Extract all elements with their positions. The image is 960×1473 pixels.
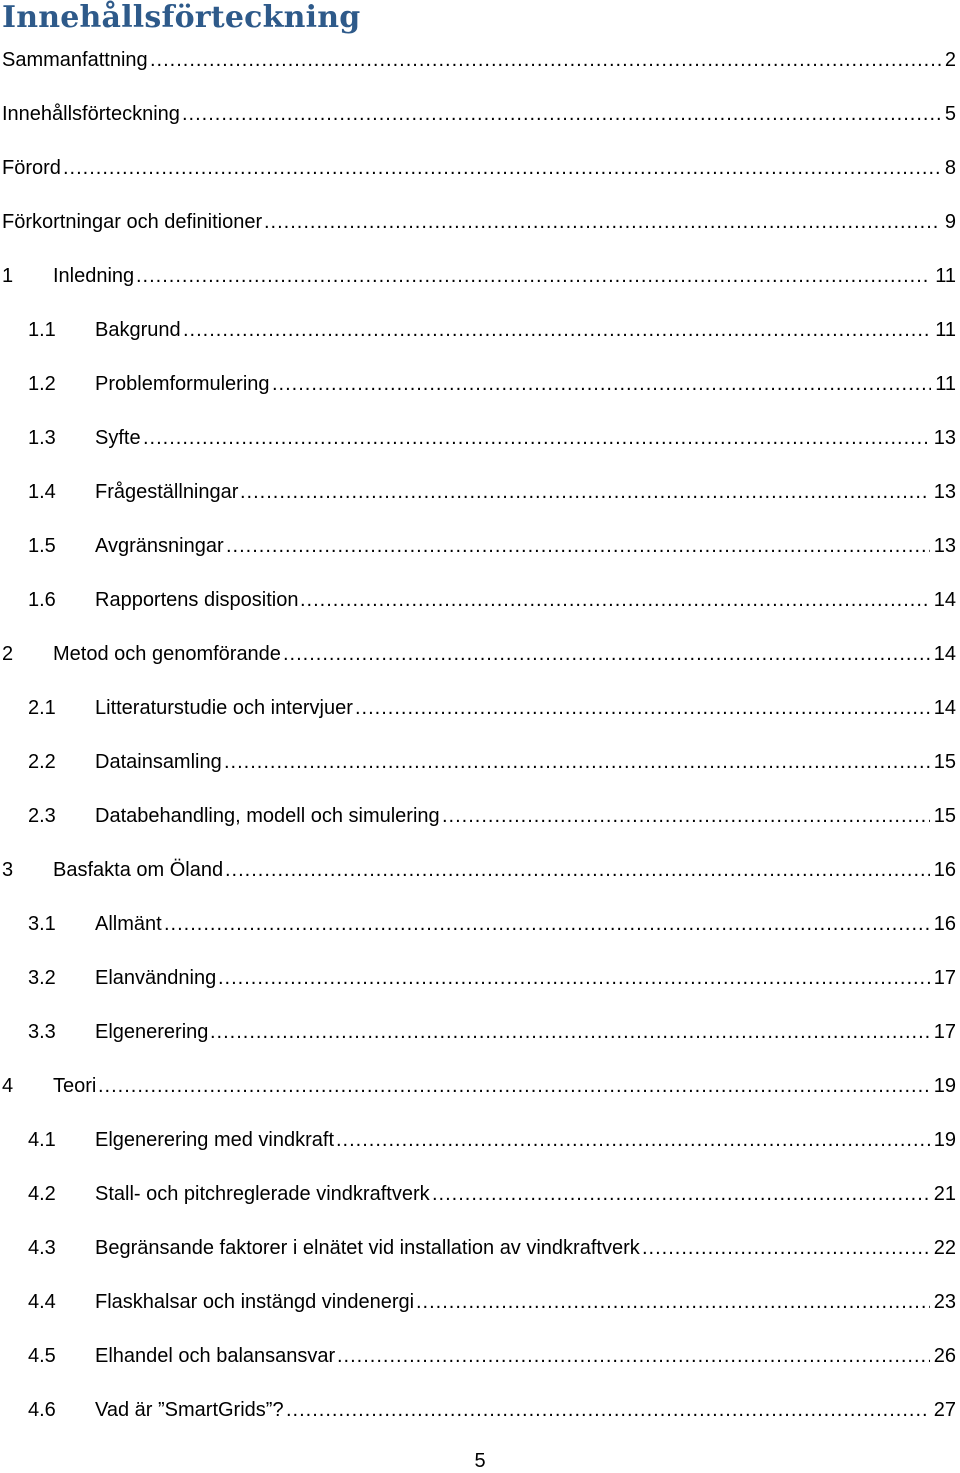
toc-dot-leader bbox=[300, 588, 930, 612]
toc-entry-label: Förord bbox=[2, 157, 61, 179]
toc-dot-leader bbox=[224, 750, 930, 774]
toc-dot-leader bbox=[218, 966, 930, 990]
toc-entry[interactable] bbox=[0, 1174, 960, 1228]
toc-dot-leader bbox=[182, 102, 941, 126]
toc-entry-page: 8 bbox=[941, 156, 956, 180]
toc-entry-page: 2 bbox=[941, 48, 956, 72]
toc-entry-page: 21 bbox=[930, 1182, 956, 1206]
toc-dot-leader bbox=[336, 1128, 930, 1152]
toc-entry[interactable] bbox=[0, 742, 960, 796]
toc-entry-label: Elhandel och balansansvar bbox=[95, 1345, 336, 1367]
toc-entry-page: 16 bbox=[930, 912, 956, 936]
toc-dot-leader bbox=[226, 534, 930, 558]
toc-entry-page: 23 bbox=[930, 1290, 956, 1314]
toc-entry-label: Inledning bbox=[53, 265, 135, 287]
toc-dot-leader bbox=[136, 264, 931, 288]
toc-dot-leader bbox=[240, 480, 930, 504]
toc-entry[interactable] bbox=[0, 40, 960, 94]
toc-entry-label: Vad är ”SmartGrids”? bbox=[95, 1399, 284, 1421]
toc-entry-number: 1.4 bbox=[28, 481, 56, 503]
toc-entry-number: 1.5 bbox=[28, 535, 56, 557]
toc-entry-label: Flaskhalsar och instängd vindenergi bbox=[95, 1291, 415, 1313]
toc-entry[interactable] bbox=[0, 94, 960, 148]
toc-entry-label: Elanvändning bbox=[95, 967, 217, 989]
toc-entry[interactable] bbox=[0, 256, 960, 310]
toc-entry-label: Problemformulering bbox=[95, 373, 270, 395]
toc-entry-label: Databehandling, modell och simulering bbox=[95, 805, 440, 827]
toc-dot-leader bbox=[150, 48, 941, 72]
toc-entry-page: 13 bbox=[930, 534, 956, 558]
toc-entry-number: 1.1 bbox=[28, 319, 56, 341]
toc-entry-label: Rapportens disposition bbox=[95, 589, 299, 611]
toc-dot-leader bbox=[337, 1344, 930, 1368]
toc-entry-number: 1.2 bbox=[28, 373, 56, 395]
toc-entry[interactable] bbox=[0, 580, 960, 634]
toc-entry[interactable] bbox=[0, 1066, 960, 1120]
toc-entry-label: Elgenerering bbox=[95, 1021, 209, 1043]
toc-entry[interactable] bbox=[0, 364, 960, 418]
toc-entry[interactable] bbox=[0, 1120, 960, 1174]
toc-entry[interactable] bbox=[0, 418, 960, 472]
toc-dot-leader bbox=[98, 1074, 930, 1098]
toc-dot-leader bbox=[642, 1236, 930, 1260]
toc-entry-page: 15 bbox=[930, 804, 956, 828]
toc-entry-label: Frågeställningar bbox=[95, 481, 239, 503]
page-title: Innehållsförteckning bbox=[2, 0, 361, 35]
toc-entry-label: Innehållsförteckning bbox=[2, 103, 180, 125]
toc-entry-label: Bakgrund bbox=[95, 319, 181, 341]
toc-entry-number: 2.2 bbox=[28, 751, 56, 773]
toc-entry-number: 3.3 bbox=[28, 1021, 56, 1043]
toc-entry-page: 15 bbox=[930, 750, 956, 774]
toc-entry-label: Litteraturstudie och intervjuer bbox=[95, 697, 353, 719]
toc-entry-number: 1 bbox=[2, 265, 14, 287]
toc-entry-page: 17 bbox=[930, 1020, 956, 1044]
toc-entry[interactable] bbox=[0, 1228, 960, 1282]
toc-entry-number: 2.1 bbox=[28, 697, 56, 719]
toc-entry-number: 4 bbox=[2, 1075, 14, 1097]
toc-dot-leader bbox=[225, 858, 930, 882]
toc-entry[interactable] bbox=[0, 634, 960, 688]
toc-entry-label: Basfakta om Öland bbox=[53, 859, 224, 881]
toc-entry-number: 2 bbox=[2, 643, 14, 665]
toc-entry[interactable] bbox=[0, 1282, 960, 1336]
toc-entry[interactable] bbox=[0, 526, 960, 580]
toc-entry-number: 1.6 bbox=[28, 589, 56, 611]
toc-entry-number: 4.4 bbox=[28, 1291, 56, 1313]
toc-entry-page: 14 bbox=[930, 696, 956, 720]
toc-dot-leader bbox=[442, 804, 930, 828]
toc-entry-page: 26 bbox=[930, 1344, 956, 1368]
toc-dot-leader bbox=[183, 318, 931, 342]
toc-entry-label: Förkortningar och definitioner bbox=[2, 211, 263, 233]
toc-entry-label: Teori bbox=[53, 1075, 97, 1097]
toc-entry-number: 4.5 bbox=[28, 1345, 56, 1367]
toc-entry-label: Allmänt bbox=[95, 913, 162, 935]
toc-dot-leader bbox=[164, 912, 930, 936]
toc-entry-label: Metod och genomförande bbox=[53, 643, 281, 665]
toc-dot-leader bbox=[143, 426, 930, 450]
toc-entry[interactable] bbox=[0, 1390, 960, 1444]
toc-entry[interactable] bbox=[0, 688, 960, 742]
toc-entry-label: Begränsande faktorer i elnätet vid installation av vindkraftverk bbox=[95, 1237, 640, 1259]
toc-entry-number: 1.3 bbox=[28, 427, 56, 449]
toc-entry[interactable] bbox=[0, 148, 960, 202]
toc-entry-label: Sammanfattning bbox=[2, 49, 148, 71]
toc-entry-label: Syfte bbox=[95, 427, 141, 449]
toc-entry[interactable] bbox=[0, 904, 960, 958]
toc-entry-number: 3 bbox=[2, 859, 14, 881]
toc-entry-page: 5 bbox=[941, 102, 956, 126]
toc-entry-page: 9 bbox=[941, 210, 956, 234]
toc-entry-label: Avgränsningar bbox=[95, 535, 224, 557]
toc-entry-number: 4.2 bbox=[28, 1183, 56, 1205]
toc-entry-page: 19 bbox=[930, 1128, 956, 1152]
toc-entry[interactable] bbox=[0, 850, 960, 904]
toc-entry[interactable] bbox=[0, 796, 960, 850]
toc-dot-leader bbox=[286, 1398, 930, 1422]
toc-entry-page: 14 bbox=[930, 642, 956, 666]
toc-entry-number: 4.6 bbox=[28, 1399, 56, 1421]
toc-dot-leader bbox=[272, 372, 931, 396]
toc-entry[interactable] bbox=[0, 202, 960, 256]
toc-dot-leader bbox=[355, 696, 930, 720]
toc-entry-page: 27 bbox=[930, 1398, 956, 1422]
toc-entry-page: 14 bbox=[930, 588, 956, 612]
toc-entry-page: 11 bbox=[931, 264, 956, 288]
toc-dot-leader bbox=[283, 642, 930, 666]
page-number: 5 bbox=[474, 1450, 486, 1472]
toc-entry-page: 17 bbox=[930, 966, 956, 990]
toc-entry-page: 11 bbox=[931, 318, 956, 342]
toc-dot-leader bbox=[210, 1020, 930, 1044]
table-of-contents bbox=[0, 40, 960, 1444]
toc-dot-leader bbox=[432, 1182, 930, 1206]
toc-entry-page: 11 bbox=[931, 372, 956, 396]
toc-entry[interactable] bbox=[0, 1012, 960, 1066]
toc-dot-leader bbox=[264, 210, 941, 234]
toc-entry[interactable] bbox=[0, 1336, 960, 1390]
toc-entry-page: 22 bbox=[930, 1236, 956, 1260]
toc-entry-label: Stall- och pitchreglerade vindkraftverk bbox=[95, 1183, 430, 1205]
toc-entry-number: 4.3 bbox=[28, 1237, 56, 1259]
toc-entry-page: 13 bbox=[930, 426, 956, 450]
toc-entry-number: 2.3 bbox=[28, 805, 56, 827]
toc-entry[interactable] bbox=[0, 958, 960, 1012]
toc-entry-label: Datainsamling bbox=[95, 751, 222, 773]
toc-dot-leader bbox=[63, 156, 941, 180]
toc-entry-number: 4.1 bbox=[28, 1129, 56, 1151]
toc-entry-number: 3.2 bbox=[28, 967, 56, 989]
toc-entry-page: 13 bbox=[930, 480, 956, 504]
toc-entry-label: Elgenerering med vindkraft bbox=[95, 1129, 335, 1151]
toc-entry-page: 16 bbox=[930, 858, 956, 882]
toc-entry[interactable] bbox=[0, 310, 960, 364]
toc-entry-page: 19 bbox=[930, 1074, 956, 1098]
toc-entry[interactable] bbox=[0, 472, 960, 526]
toc-entry-number: 3.1 bbox=[28, 913, 56, 935]
toc-dot-leader bbox=[416, 1290, 930, 1314]
